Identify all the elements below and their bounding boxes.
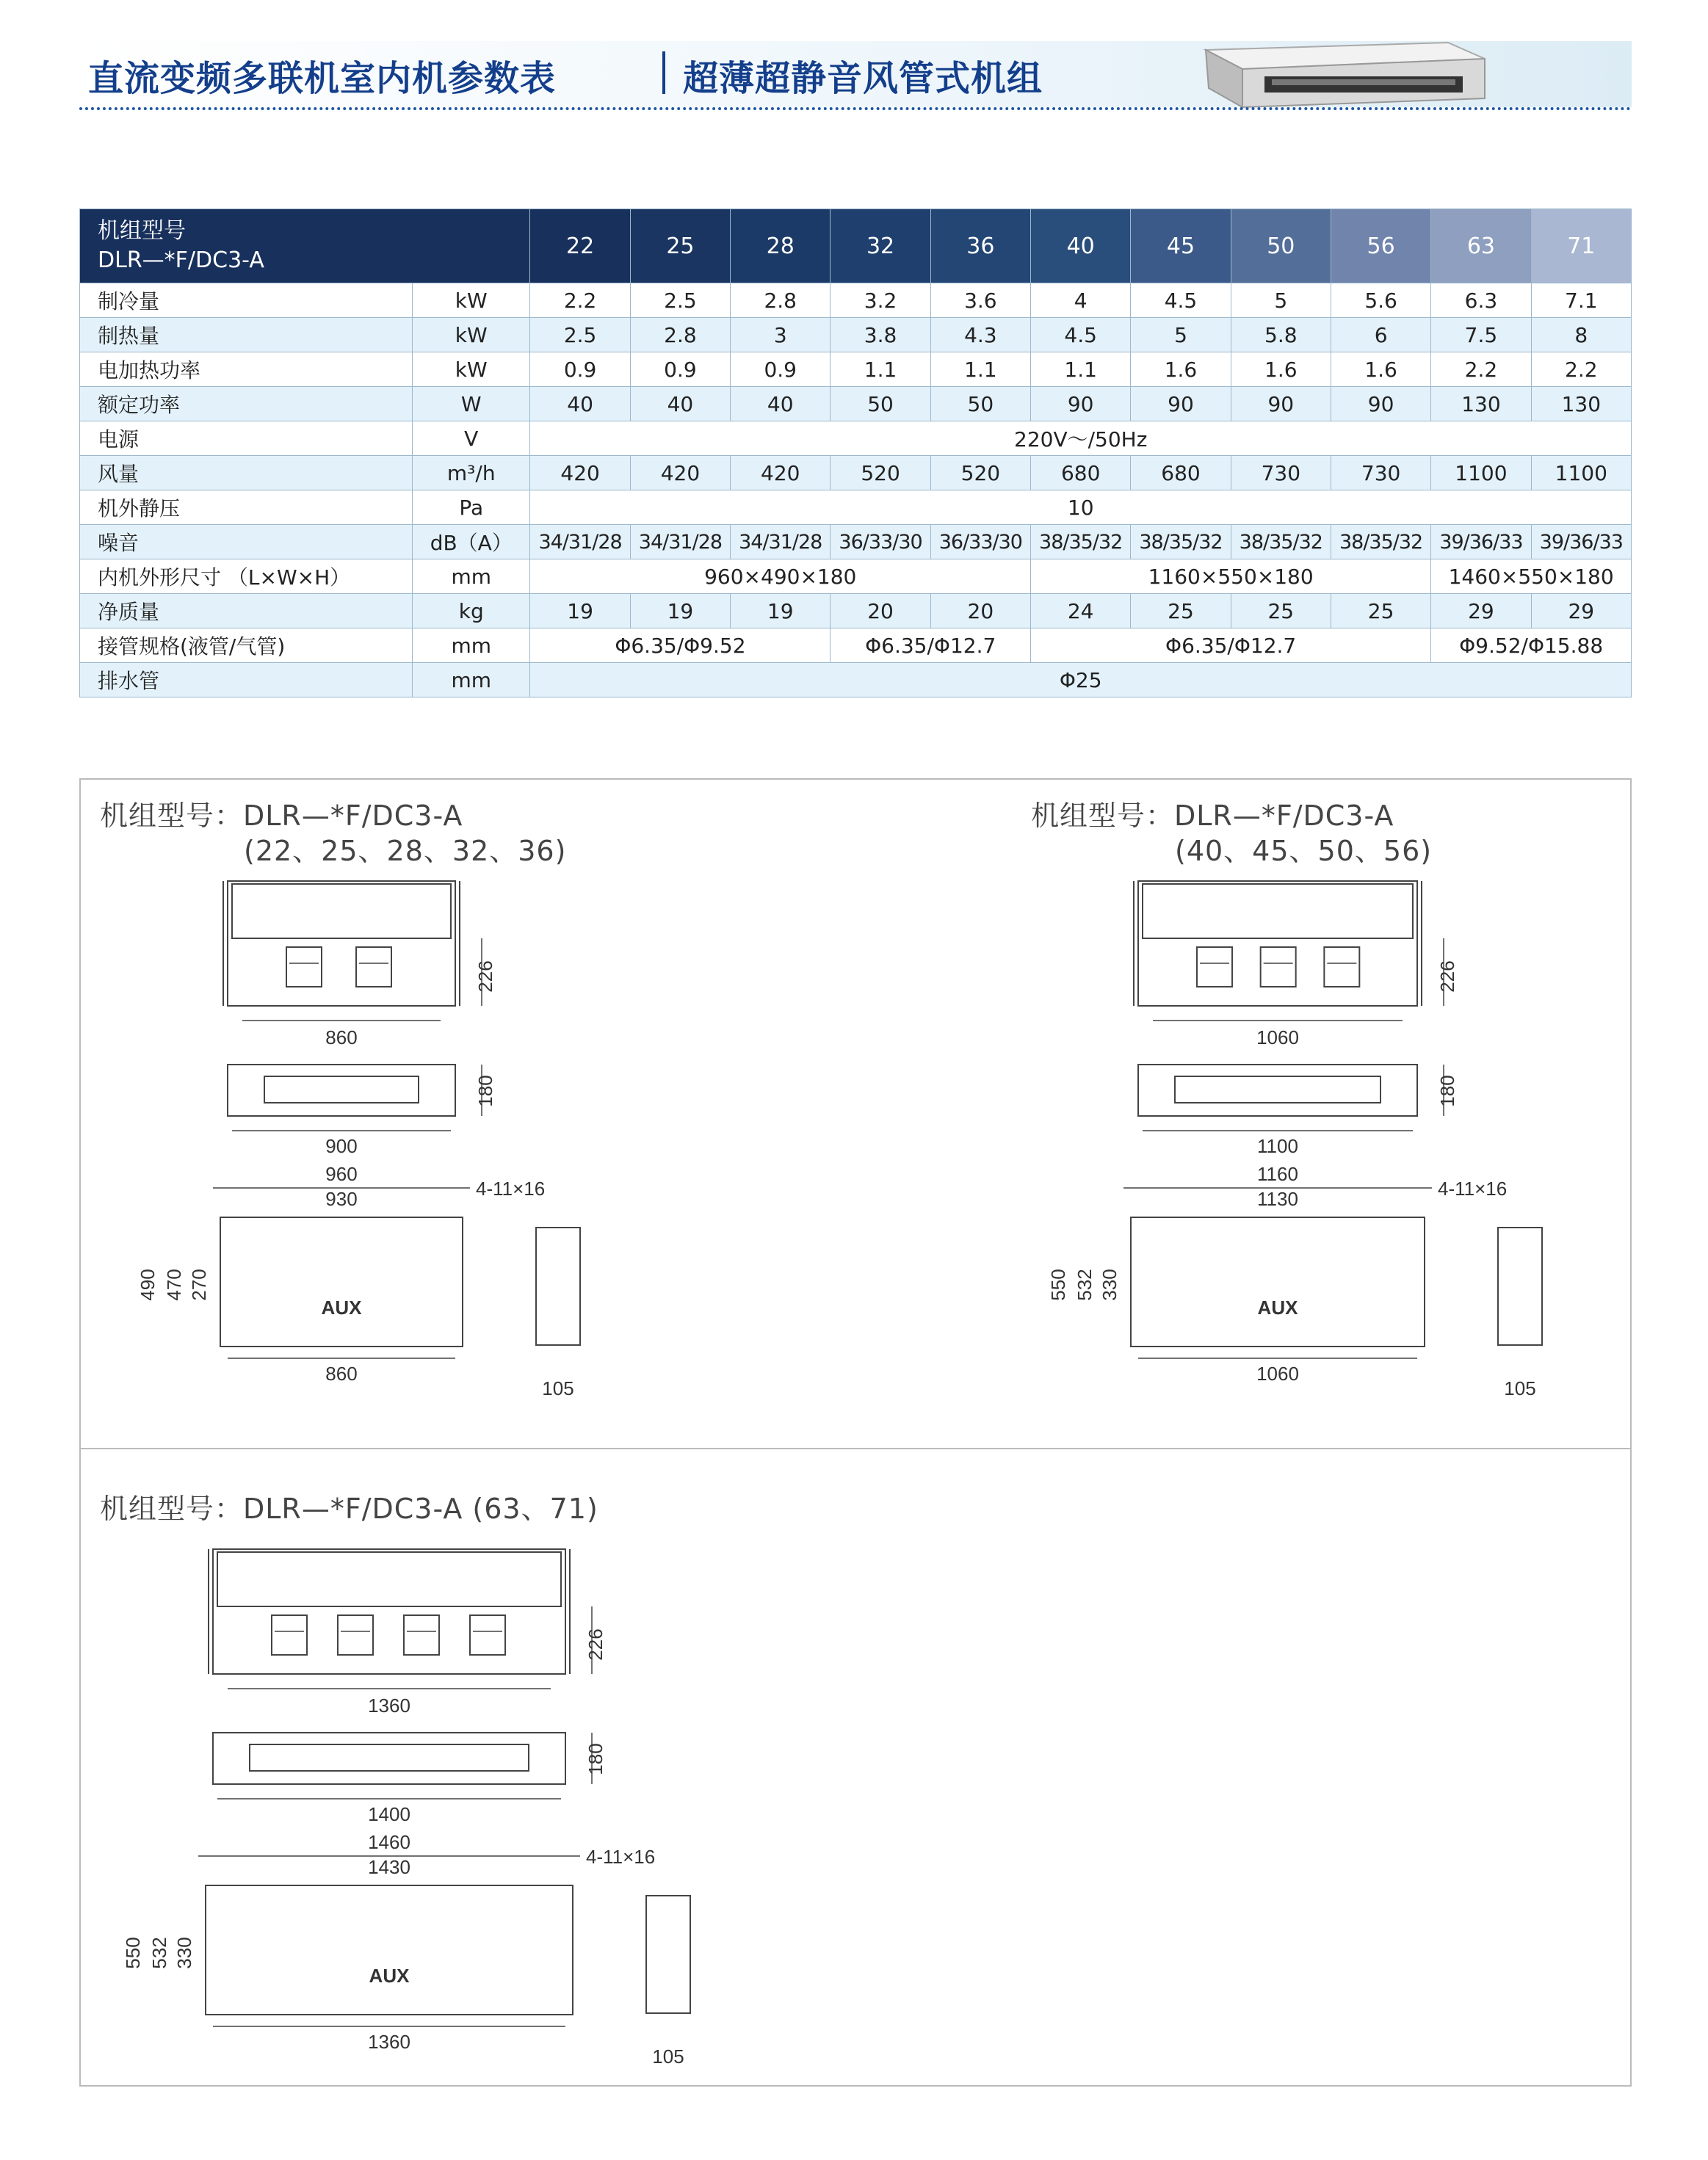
table-cell: 520 xyxy=(831,456,930,490)
table-cell: 7.5 xyxy=(1431,318,1531,352)
dim-height-outer: 550 xyxy=(122,1937,144,1969)
model-header-0: 22 xyxy=(530,209,630,283)
table-cell: 3.2 xyxy=(831,283,930,318)
dim-bottom-width: 1360 xyxy=(368,2031,410,2053)
dim-height-hole: 532 xyxy=(1074,1269,1096,1301)
product-image xyxy=(1191,37,1499,125)
row-unit: mm xyxy=(413,663,530,697)
row-unit: V xyxy=(413,421,530,456)
table-cell: Φ9.52/Φ15.88 xyxy=(1431,628,1632,663)
table-row xyxy=(80,318,1632,352)
dim-bottom-width: 1060 xyxy=(1256,1363,1299,1385)
fan-icon xyxy=(1197,947,1232,987)
dim-side-depth: 105 xyxy=(1504,1377,1536,1399)
dim-top-height: 226 xyxy=(474,960,496,993)
dim-top-width: 860 xyxy=(325,1026,358,1048)
table-cell: 1100 xyxy=(1431,456,1531,490)
dim-height-inner: 330 xyxy=(173,1937,195,1969)
bolt-hole-label: 4-11×16 xyxy=(586,1846,656,1868)
table-cell: 19 xyxy=(731,594,831,628)
side-view-outline xyxy=(213,1733,565,1784)
table-row xyxy=(80,387,1632,421)
row-label: 排水管 xyxy=(80,663,413,697)
dim-hole-span: 1430 xyxy=(368,1856,410,1878)
table-row xyxy=(80,594,1632,628)
bolt-hole-label: 4-11×16 xyxy=(476,1178,546,1200)
table-cell: 10 xyxy=(530,490,1632,525)
table-cell: 3 xyxy=(731,318,831,352)
table-cell: 24 xyxy=(1031,594,1131,628)
dim-height-hole: 532 xyxy=(148,1937,170,1969)
model-header-2: 28 xyxy=(731,209,831,283)
table-cell: 4.5 xyxy=(1131,283,1231,318)
top-view-panel xyxy=(217,1552,561,1606)
row-label: 接管规格(液管/气管) xyxy=(80,628,413,663)
table-cell: 1100 xyxy=(1531,456,1631,490)
table-cell: 90 xyxy=(1231,387,1331,421)
fan-icon xyxy=(338,1615,373,1655)
table-cell: 50 xyxy=(930,387,1030,421)
table-cell: Φ6.35/Φ9.52 xyxy=(530,628,831,663)
table-cell: 40 xyxy=(630,387,730,421)
table-cell: 3.6 xyxy=(930,283,1030,318)
row-label: 电源 xyxy=(80,421,413,456)
top-view-panel xyxy=(232,884,451,938)
model-header-5: 40 xyxy=(1031,209,1131,283)
model-header-8: 56 xyxy=(1331,209,1430,283)
dim-side-height: 180 xyxy=(474,1075,496,1107)
front-view-outline xyxy=(220,1217,463,1347)
table-cell: 2.2 xyxy=(1431,352,1531,387)
logo-mark: AUX xyxy=(1257,1297,1298,1319)
table-cell: 25 xyxy=(1231,594,1331,628)
table-cell: 5.6 xyxy=(1331,283,1430,318)
dim-outer-width: 1460 xyxy=(368,1831,410,1853)
table-row xyxy=(80,559,1632,594)
model-header-label: 机组型号 xyxy=(98,218,186,244)
side-view-outline xyxy=(228,1065,455,1116)
dim-side-depth: 105 xyxy=(542,1377,574,1399)
drawing-3 xyxy=(122,1542,727,2070)
fan-icon xyxy=(356,947,391,987)
table-cell: 90 xyxy=(1331,387,1430,421)
row-label: 风量 xyxy=(80,456,413,490)
row-label: 电加热功率 xyxy=(80,352,413,387)
dim-side-height: 180 xyxy=(585,1743,607,1775)
row-unit: kW xyxy=(413,352,530,387)
row-label: 净质量 xyxy=(80,594,413,628)
table-cell: 0.9 xyxy=(630,352,730,387)
model-header-9: 63 xyxy=(1431,209,1531,283)
row-label: 内机外形尺寸 （L×W×H） xyxy=(80,559,413,594)
table-cell: 38/35/32 xyxy=(1231,525,1331,559)
table-cell: 29 xyxy=(1431,594,1531,628)
table-cell: 1.1 xyxy=(930,352,1030,387)
table-cell: 1.1 xyxy=(1031,352,1131,387)
table-row xyxy=(80,456,1632,490)
table-cell: 29 xyxy=(1531,594,1631,628)
row-label: 噪音 xyxy=(80,525,413,559)
table-cell: 34/31/28 xyxy=(630,525,730,559)
table-cell: 20 xyxy=(930,594,1030,628)
dim-height-hole: 470 xyxy=(163,1269,185,1301)
row-label: 机外静压 xyxy=(80,490,413,525)
drawing-2 xyxy=(1047,874,1579,1402)
table-cell: 730 xyxy=(1331,456,1430,490)
model-header-code: DLR—*F/DC3-A xyxy=(98,247,264,273)
table-cell: 0.9 xyxy=(530,352,630,387)
model-header-10: 71 xyxy=(1531,209,1631,283)
row-unit: W xyxy=(413,387,530,421)
table-cell: 680 xyxy=(1031,456,1131,490)
page-title: 直流变频多联机室内机参数表 xyxy=(88,58,557,99)
table-row xyxy=(80,283,1632,318)
top-view-outline xyxy=(213,1549,565,1674)
table-cell: 38/35/32 xyxy=(1031,525,1131,559)
dim-hole-span: 930 xyxy=(325,1188,358,1210)
dim-hole-span: 1130 xyxy=(1257,1188,1298,1210)
table-cell: 3.8 xyxy=(831,318,930,352)
table-cell: 34/31/28 xyxy=(731,525,831,559)
fan-icon xyxy=(272,1615,307,1655)
dim-side-height: 180 xyxy=(1436,1075,1458,1107)
row-unit: dB（A） xyxy=(413,525,530,559)
model-header-1: 25 xyxy=(630,209,730,283)
bolt-hole-label: 4-11×16 xyxy=(1438,1178,1508,1200)
dim-height-outer: 550 xyxy=(1047,1269,1069,1301)
row-unit: Pa xyxy=(413,490,530,525)
title-divider xyxy=(662,51,665,94)
table-cell: 420 xyxy=(530,456,630,490)
dim-side-width: 1400 xyxy=(368,1803,410,1825)
table-cell: 130 xyxy=(1531,387,1631,421)
drawing-1 xyxy=(137,874,617,1402)
model-header-3: 32 xyxy=(831,209,930,283)
drawing-1-caption: 机组型号：DLR—*F/DC3-A xyxy=(100,800,463,832)
dim-height-inner: 270 xyxy=(188,1269,210,1301)
table-cell: 39/36/33 xyxy=(1431,525,1531,559)
table-cell: 19 xyxy=(530,594,630,628)
dim-side-depth: 105 xyxy=(652,2045,684,2067)
table-cell: 130 xyxy=(1431,387,1531,421)
table-cell: 25 xyxy=(1331,594,1430,628)
dim-outer-width: 1160 xyxy=(1257,1163,1298,1185)
table-cell: 2.5 xyxy=(630,283,730,318)
table-row xyxy=(80,663,1632,697)
table-cell: 420 xyxy=(731,456,831,490)
table-cell: 38/35/32 xyxy=(1131,525,1231,559)
side-view-duct xyxy=(1175,1076,1380,1103)
table-row xyxy=(80,525,1632,559)
dim-height-outer: 490 xyxy=(137,1269,159,1301)
table-cell: 36/33/30 xyxy=(831,525,930,559)
drawing-3-caption: 机组型号：DLR—*F/DC3-A (63、71) xyxy=(100,1493,598,1525)
table-cell: 34/31/28 xyxy=(530,525,630,559)
table-cell: 4.3 xyxy=(930,318,1030,352)
table-cell: 730 xyxy=(1231,456,1331,490)
dim-side-width: 900 xyxy=(325,1135,358,1157)
drawing-1-models: (22、25、28、32、36) xyxy=(244,835,567,867)
table-cell: 19 xyxy=(630,594,730,628)
side-view-duct xyxy=(264,1076,419,1103)
logo-mark: AUX xyxy=(369,1965,410,1987)
dim-height-inner: 330 xyxy=(1099,1269,1121,1301)
table-cell: 7.1 xyxy=(1531,283,1631,318)
fan-icon xyxy=(1324,947,1359,987)
page-subtitle: 超薄超静音风管式机组 xyxy=(683,58,1043,99)
table-cell: Φ25 xyxy=(530,663,1632,697)
side-view-duct xyxy=(250,1744,529,1771)
table-cell: 39/36/33 xyxy=(1531,525,1631,559)
fan-icon xyxy=(470,1615,505,1655)
table-cell: Φ6.35/Φ12.7 xyxy=(1031,628,1431,663)
table-header-row xyxy=(80,209,1632,283)
spec-table xyxy=(79,209,1632,697)
row-unit: kW xyxy=(413,318,530,352)
table-cell: 220V～/50Hz xyxy=(530,421,1632,456)
model-header-7: 50 xyxy=(1231,209,1331,283)
page-header xyxy=(79,41,1632,107)
table-cell: 40 xyxy=(731,387,831,421)
table-cell: 520 xyxy=(930,456,1030,490)
table-cell: 2.8 xyxy=(630,318,730,352)
front-view-outline xyxy=(206,1885,573,2015)
table-cell: 4.5 xyxy=(1031,318,1131,352)
side-view-outline xyxy=(1138,1065,1417,1116)
model-header-4: 36 xyxy=(930,209,1030,283)
table-cell: 38/35/32 xyxy=(1331,525,1430,559)
table-cell: 40 xyxy=(530,387,630,421)
table-cell: 960×490×180 xyxy=(530,559,1031,594)
model-header-cell xyxy=(80,209,530,283)
end-profile xyxy=(1498,1228,1542,1345)
table-cell: 1.6 xyxy=(1331,352,1430,387)
dim-top-width: 1360 xyxy=(368,1695,410,1717)
table-cell: 2.5 xyxy=(530,318,630,352)
model-header-6: 45 xyxy=(1131,209,1231,283)
table-cell: 1460×550×180 xyxy=(1431,559,1632,594)
dim-top-height: 226 xyxy=(585,1628,607,1661)
table-cell: 5 xyxy=(1231,283,1331,318)
table-cell: 90 xyxy=(1031,387,1131,421)
drawing-2-models: (40、45、50、56) xyxy=(1175,835,1433,867)
table-cell: 90 xyxy=(1131,387,1231,421)
table-cell: 20 xyxy=(831,594,930,628)
table-cell: 2.2 xyxy=(1531,352,1631,387)
table-cell: Φ6.35/Φ12.7 xyxy=(831,628,1031,663)
table-cell: 6 xyxy=(1331,318,1430,352)
top-view-outline xyxy=(228,881,455,1006)
row-unit: kg xyxy=(413,594,530,628)
end-profile xyxy=(646,1896,690,2013)
row-unit: m³/h xyxy=(413,456,530,490)
front-view-outline xyxy=(1131,1217,1425,1347)
fan-icon xyxy=(1261,947,1296,987)
table-cell: 1160×550×180 xyxy=(1031,559,1431,594)
table-cell: 5 xyxy=(1131,318,1231,352)
row-label: 额定功率 xyxy=(80,387,413,421)
table-cell: 2.8 xyxy=(731,283,831,318)
drawing-2-caption: 机组型号：DLR—*F/DC3-A xyxy=(1031,800,1394,832)
row-unit: mm xyxy=(413,559,530,594)
logo-mark: AUX xyxy=(321,1297,362,1319)
dim-side-width: 1100 xyxy=(1257,1135,1298,1157)
table-row xyxy=(80,421,1632,456)
dim-outer-width: 960 xyxy=(325,1163,358,1185)
dim-top-width: 1060 xyxy=(1256,1026,1299,1048)
table-cell: 8 xyxy=(1531,318,1631,352)
table-cell: 36/33/30 xyxy=(930,525,1030,559)
table-cell: 1.6 xyxy=(1131,352,1231,387)
header-dotted-rule xyxy=(79,107,1632,110)
top-view-panel xyxy=(1143,884,1413,938)
table-row xyxy=(80,490,1632,525)
table-cell: 1.6 xyxy=(1231,352,1331,387)
panel-divider xyxy=(79,1448,1632,1449)
row-unit: kW xyxy=(413,283,530,318)
end-profile xyxy=(536,1228,580,1345)
table-cell: 0.9 xyxy=(731,352,831,387)
table-cell: 50 xyxy=(831,387,930,421)
table-cell: 2.2 xyxy=(530,283,630,318)
table-cell: 4 xyxy=(1031,283,1131,318)
row-unit: mm xyxy=(413,628,530,663)
table-row xyxy=(80,628,1632,663)
table-cell: 25 xyxy=(1131,594,1231,628)
dim-top-height: 226 xyxy=(1436,960,1458,993)
row-label: 制热量 xyxy=(80,318,413,352)
row-label: 制冷量 xyxy=(80,283,413,318)
fan-icon xyxy=(404,1615,439,1655)
fan-icon xyxy=(286,947,322,987)
table-cell: 1.1 xyxy=(831,352,930,387)
table-cell: 6.3 xyxy=(1431,283,1531,318)
table-row xyxy=(80,352,1632,387)
table-cell: 680 xyxy=(1131,456,1231,490)
table-cell: 420 xyxy=(630,456,730,490)
table-cell: 5.8 xyxy=(1231,318,1331,352)
dim-bottom-width: 860 xyxy=(325,1363,358,1385)
